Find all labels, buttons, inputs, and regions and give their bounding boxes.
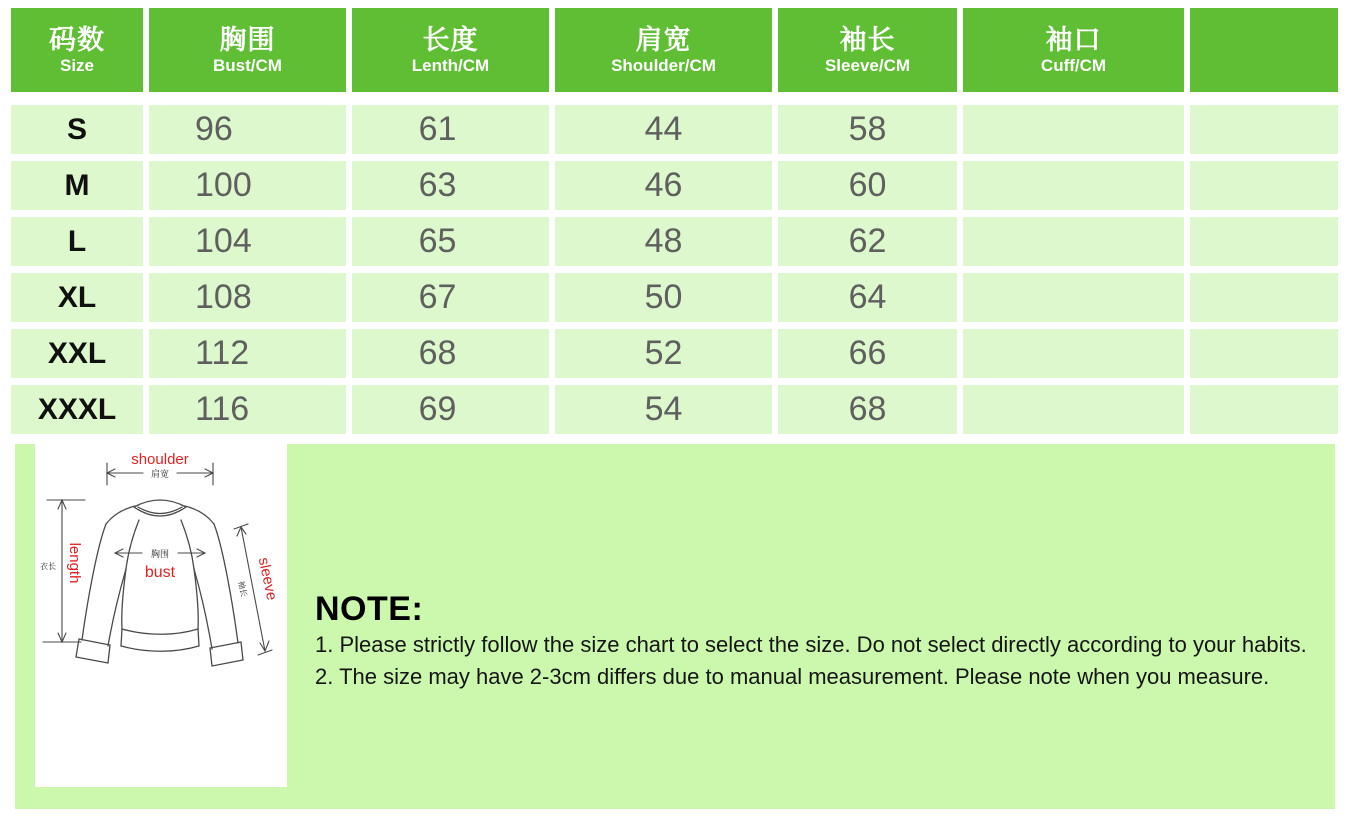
measurement-diagram bbox=[35, 443, 287, 787]
header-bust-zh: 胸围 bbox=[219, 24, 276, 55]
cell-m-length: 63 bbox=[352, 161, 549, 210]
cell-xl-size: XL bbox=[11, 273, 143, 322]
cell-xl-cuff bbox=[963, 273, 1184, 322]
cell-xl-bust: 108 bbox=[149, 273, 346, 322]
table-body bbox=[11, 105, 1350, 434]
header-cell-size bbox=[11, 8, 143, 92]
diagram-sleeve-label-zh: 袖长 bbox=[236, 580, 249, 598]
cell-l-shoulder: 48 bbox=[555, 217, 772, 266]
diagram-bust-label-en: bust bbox=[144, 564, 176, 581]
header-cuff-en: Cuff/CM bbox=[1040, 55, 1107, 75]
cell-l-cuff bbox=[963, 217, 1184, 266]
cell-s-sleeve: 58 bbox=[778, 105, 957, 154]
cell-m-sleeve: 60 bbox=[778, 161, 957, 210]
header-cuff-zh: 袖口 bbox=[1045, 24, 1102, 55]
cell-m-bust: 100 bbox=[149, 161, 346, 210]
cell-xxxl-shoulder: 54 bbox=[555, 385, 772, 434]
cell-s-bust: 96 bbox=[149, 105, 346, 154]
diagram-length-label-en: length bbox=[66, 542, 83, 584]
cell-xxxl-size: XXXL bbox=[11, 385, 143, 434]
cell-xxxl-extra bbox=[1190, 385, 1338, 434]
header-length-zh: 长度 bbox=[422, 24, 479, 55]
cell-xxl-cuff bbox=[963, 329, 1184, 378]
diagram-bust-label-zh: 胸围 bbox=[150, 549, 170, 559]
header-cell-length bbox=[352, 8, 549, 92]
header-cell-shoulder bbox=[555, 8, 772, 92]
header-sleeve-zh: 袖长 bbox=[839, 24, 896, 55]
cell-xxxl-sleeve: 68 bbox=[778, 385, 957, 434]
cell-s-cuff bbox=[963, 105, 1184, 154]
header-bust-en: Bust/CM bbox=[213, 55, 282, 75]
cell-xxl-sleeve: 66 bbox=[778, 329, 957, 378]
cell-xxl-extra bbox=[1190, 329, 1338, 378]
cell-m-shoulder: 46 bbox=[555, 161, 772, 210]
cell-l-length: 65 bbox=[352, 217, 549, 266]
header-sleeve-en: Sleeve/CM bbox=[824, 55, 911, 75]
cell-l-sleeve: 62 bbox=[778, 217, 957, 266]
cell-xxxl-bust: 116 bbox=[149, 385, 346, 434]
cell-xl-sleeve: 64 bbox=[778, 273, 957, 322]
cell-xxxl-length: 69 bbox=[352, 385, 549, 434]
note-heading: NOTE: bbox=[315, 590, 424, 628]
header-size-zh: 码数 bbox=[49, 24, 105, 55]
header-size-en: Size bbox=[59, 55, 95, 75]
diagram-sleeve-label-en: sleeve bbox=[254, 555, 281, 602]
cell-xxl-bust: 112 bbox=[149, 329, 346, 378]
cell-xl-shoulder: 50 bbox=[555, 273, 772, 322]
cell-l-size: L bbox=[11, 217, 143, 266]
note-item-2: 2. The size may have 2-3cm differs due to manual measurement. Please note when you measure. bbox=[315, 664, 1270, 689]
cell-s-extra bbox=[1190, 105, 1338, 154]
diagram-length-label-zh: 衣长 bbox=[40, 562, 56, 571]
cell-m-cuff bbox=[963, 161, 1184, 210]
sweatshirt-figure bbox=[35, 443, 287, 787]
cell-s-shoulder: 44 bbox=[555, 105, 772, 154]
cell-s-size: S bbox=[11, 105, 143, 154]
cell-l-bust: 104 bbox=[149, 217, 346, 266]
cell-l-extra bbox=[1190, 217, 1338, 266]
header-shoulder-en: Shoulder/CM bbox=[611, 55, 716, 75]
header-cell-blank bbox=[1190, 8, 1338, 92]
cell-xxl-shoulder: 52 bbox=[555, 329, 772, 378]
info-panel bbox=[15, 444, 1335, 809]
header-cell-sleeve bbox=[778, 8, 957, 92]
diagram-shoulder-label-zh: 肩宽 bbox=[150, 469, 170, 479]
cell-xl-extra bbox=[1190, 273, 1338, 322]
cell-m-size: M bbox=[11, 161, 143, 210]
cell-s-length: 61 bbox=[352, 105, 549, 154]
cell-xxxl-cuff bbox=[963, 385, 1184, 434]
note-item-1: 1. Please strictly follow the size chart to select the size. Do not select directly according to your habits. bbox=[315, 632, 1307, 657]
header-cell-cuff bbox=[963, 8, 1184, 92]
header-length-en: Lenth/CM bbox=[411, 55, 490, 75]
diagram-shoulder-label-en: shoulder bbox=[131, 451, 189, 468]
header-shoulder-zh: 肩宽 bbox=[635, 24, 692, 55]
table-header-row bbox=[11, 8, 1350, 92]
cell-xl-length: 67 bbox=[352, 273, 549, 322]
note-block bbox=[315, 590, 1307, 693]
cell-xxl-length: 68 bbox=[352, 329, 549, 378]
header-cell-bust bbox=[149, 8, 346, 92]
cell-m-extra bbox=[1190, 161, 1338, 210]
cell-xxl-size: XXL bbox=[11, 329, 143, 378]
